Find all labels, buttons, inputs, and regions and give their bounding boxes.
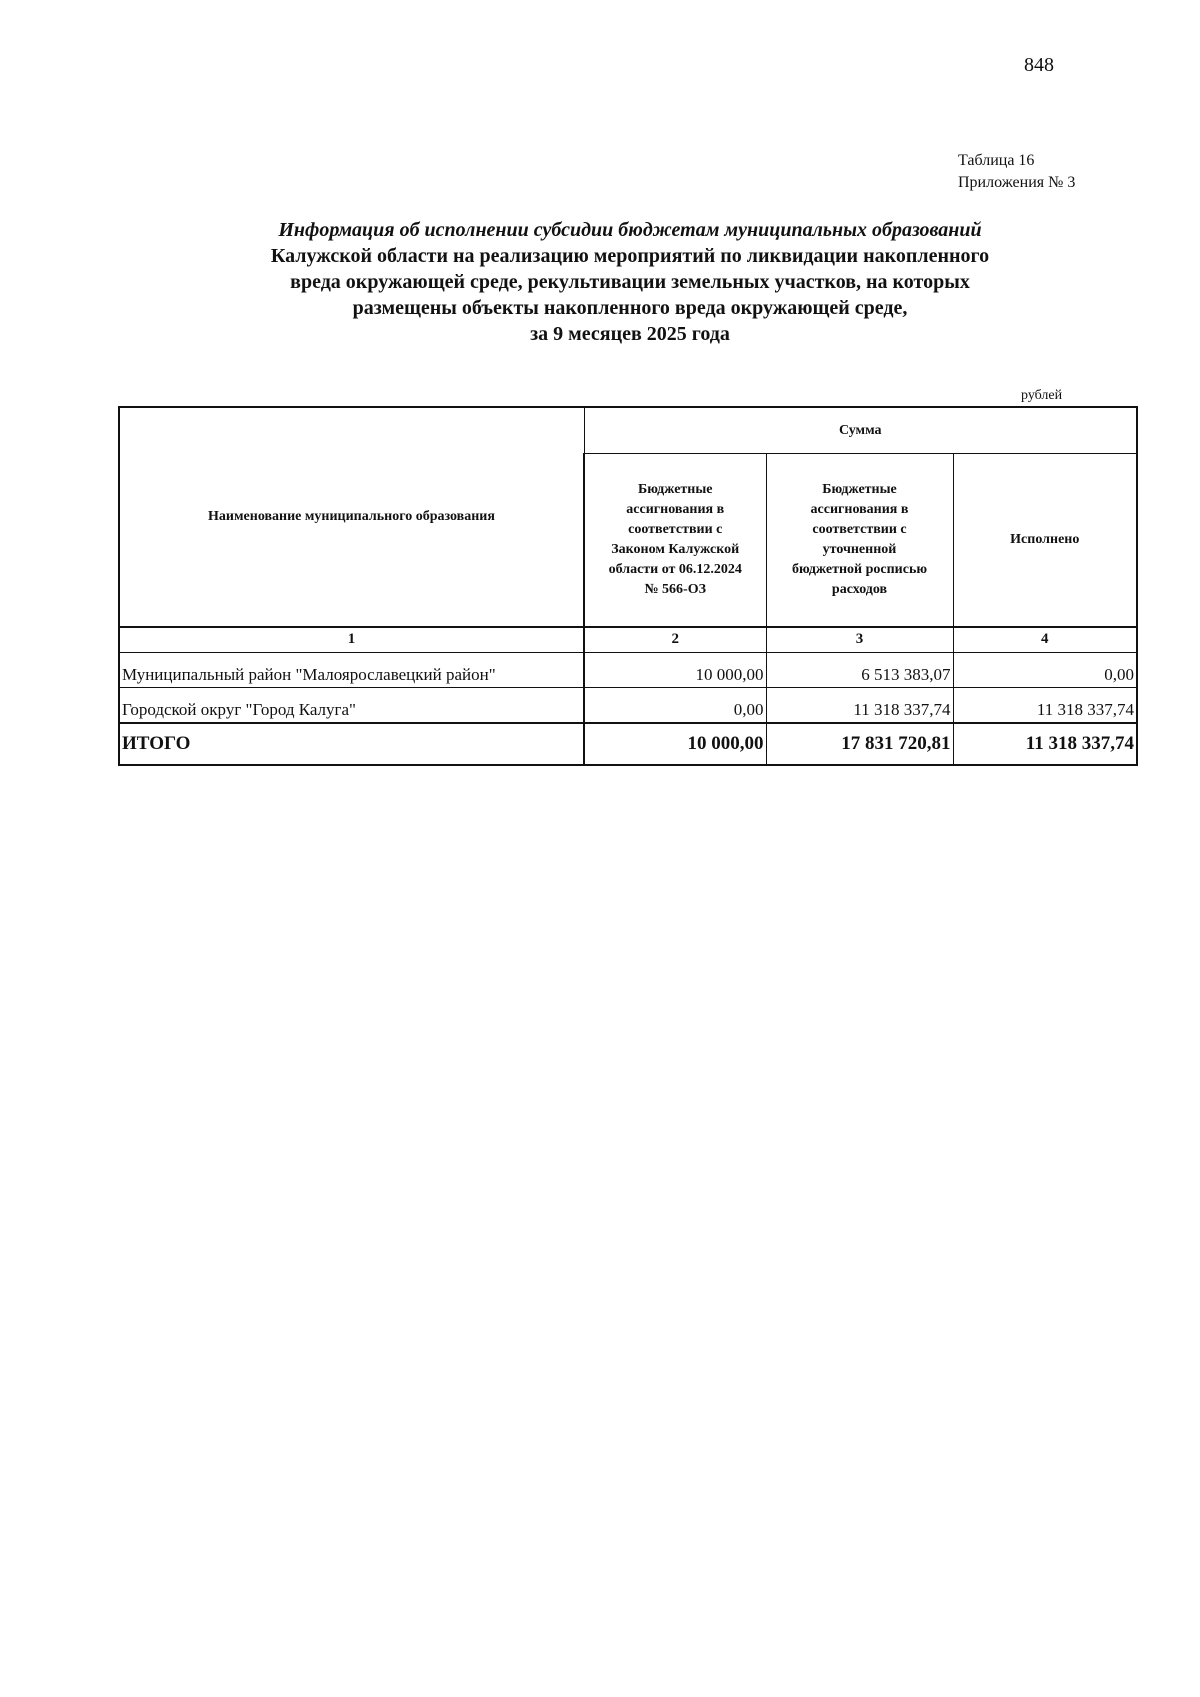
column-number: 1 [119, 627, 584, 653]
document-title [150, 217, 1110, 347]
header-sum: Сумма [584, 407, 1137, 454]
title-line-5: за 9 месяцев 2025 года [530, 323, 730, 345]
row-law: 10 000,00 [584, 653, 766, 688]
column-number: 3 [766, 627, 953, 653]
header-executed-line: Исполнено [1010, 532, 1080, 548]
header-law-line: области от 06.12.2024 [608, 562, 742, 578]
column-number-row [119, 627, 1137, 653]
subsidy-table [118, 406, 1138, 766]
header-refined-line: Бюджетные [822, 482, 897, 498]
row-name: Городской округ "Город Калуга" [119, 688, 584, 724]
header-refined-line: ассигнования в [810, 502, 909, 518]
row-executed: 0,00 [953, 653, 1137, 688]
row-law: 0,00 [584, 688, 766, 724]
row-name: Муниципальный район "Малоярославецкий район" [119, 653, 584, 688]
title-line-4: размещены объекты накопленного вреда окружающей среде, [352, 297, 908, 319]
total-executed: 11 318 337,74 [953, 723, 1137, 765]
column-number: 2 [584, 627, 766, 653]
table-row [119, 688, 1137, 724]
header-law-line: соответствии с [628, 522, 723, 538]
row-refined: 6 513 383,07 [766, 653, 953, 688]
total-refined: 17 831 720,81 [766, 723, 953, 765]
total-row [119, 723, 1137, 765]
header-law-line: ассигнования в [626, 502, 725, 518]
header-refined-line: уточненной [822, 542, 897, 558]
header-executed [953, 454, 1137, 627]
header-refined-line: соответствии с [812, 522, 907, 538]
total-label: ИТОГО [119, 723, 584, 765]
table-reference [958, 150, 1075, 194]
total-law: 10 000,00 [584, 723, 766, 765]
title-line-1: Информация об исполнении субсидии бюджетам муниципальных образований [278, 219, 982, 241]
header-law [584, 454, 766, 627]
header-refined-line: расходов [831, 582, 888, 598]
table-ref-line-1: Таблица 16 [958, 152, 1035, 169]
row-executed: 11 318 337,74 [953, 688, 1137, 724]
title-line-3: вреда окружающей среде, рекультивации земельных участков, на которых [290, 271, 970, 293]
header-law-line: № 566-ОЗ [644, 582, 706, 598]
page-number: 848 [1024, 54, 1054, 76]
header-refined-line: бюджетной росписью [791, 562, 928, 578]
units-label: рублей [1021, 388, 1063, 403]
header-law-line: Законом Калужской [611, 542, 740, 558]
title-line-2: Калужской области на реализацию мероприятий по ликвидации накопленного [270, 245, 990, 267]
header-law-line: Бюджетные [637, 482, 713, 498]
header-name: Наименование муниципального образования [119, 407, 584, 627]
table-row [119, 653, 1137, 688]
table-ref-line-2: Приложения № 3 [958, 174, 1076, 191]
header-refined [766, 454, 953, 627]
column-number: 4 [953, 627, 1137, 653]
row-refined: 11 318 337,74 [766, 688, 953, 724]
